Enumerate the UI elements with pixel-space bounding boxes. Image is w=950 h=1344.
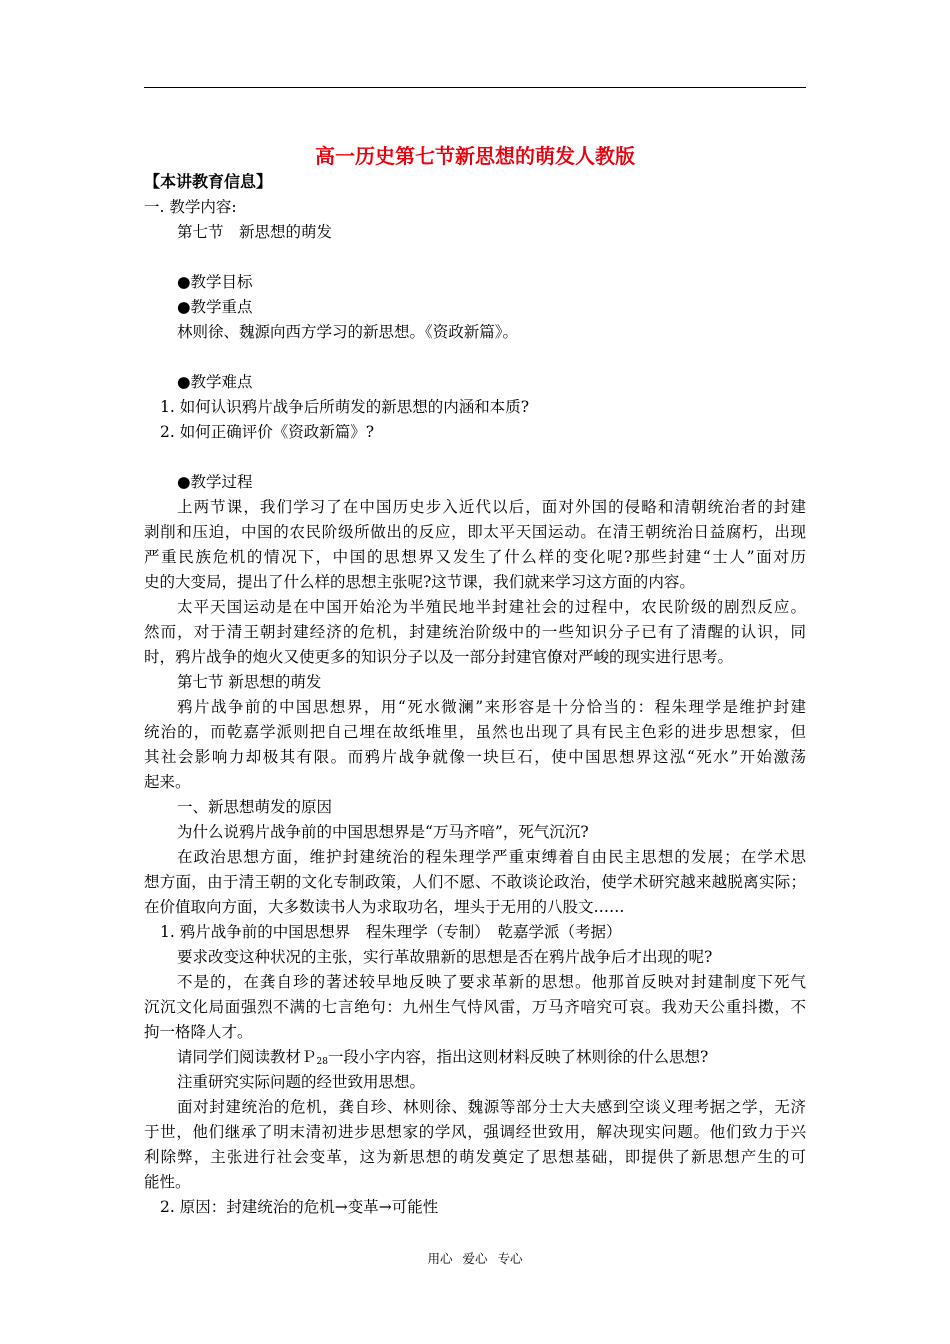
- paragraph-2-line: 太平天国运动是在中国开始沦为半殖民地半封建社会的过程中，农民阶级的剧烈反应。: [177, 598, 806, 616]
- chapter-title: 第七节 新思想的萌发: [177, 223, 333, 241]
- paragraph-5-line: 拘一格降人才。: [144, 1023, 253, 1041]
- section-heading: 【本讲教育信息】: [144, 172, 273, 191]
- paragraph-1-line: 严重民族危机的情况下，中国的思想界又发生了什么样的变化呢?那些封建“士人”面对历: [144, 548, 806, 566]
- paragraph-5-line: 沉沉文化局面强烈不满的七言绝句：九州生气恃风雷，万马齐喑究可哀。我劝天公重抖擞，不: [144, 998, 806, 1016]
- question-2: 要求改变这种状况的主张，实行革故鼎新的思想是否在鸦片战争后才出现的呢?: [177, 948, 713, 966]
- point-1: 1. 鸦片战争前的中国思想界 程朱理学（专制） 乾嘉学派（考据）: [160, 923, 622, 941]
- paragraph-4-line: 在价值取向方面，大多数读书人为求取功名，埋头于无用的八股文……: [144, 898, 625, 916]
- paragraph-2-line: 时，鸦片战争的炮火又使更多的知识分子以及一部分封建官僚对严峻的现实进行思考。: [144, 648, 734, 666]
- document-title: 高一历史第七节新思想的萌发人教版: [315, 144, 635, 168]
- reading-prefix: 请同学们阅读教材Ｐ: [177, 1048, 317, 1066]
- paragraph-5-line: 不是的，在龚自珍的著述较早地反映了要求革新的思想。他那首反映对封建制度下死气: [177, 973, 806, 991]
- paragraph-1-line: 史的大变局，提出了什么样的思想主张呢?这节课，我们就来学习这方面的内容。: [144, 573, 695, 591]
- paragraph-2-line: 然而，对于清王朝封建经济的危机，封建统治阶级中的一些知识分子已有了清醒的认识，同: [144, 623, 806, 641]
- goals-label: ●教学目标: [177, 273, 253, 291]
- paragraph-6-line: 能性。: [144, 1173, 191, 1191]
- subsection-heading-1: 一、新思想萌发的原因: [177, 798, 333, 816]
- question-1: 为什么说鸦片战争前的中国思想界是“万马齐喑”，死气沉沉?: [177, 823, 589, 841]
- paragraph-6-line: 于世，他们继承了明末清初进步思想家的学风，强调经世致用，解决现实问题。他们致力于兴: [144, 1123, 806, 1141]
- reading-suffix: 一段小字内容，指出这则材料反映了林则徐的什么思想?: [327, 1048, 709, 1066]
- difficulty-item-2: 2. 如何正确评价《资政新篇》?: [160, 423, 375, 441]
- paragraph-3-line: 鸦片战争前的中国思想界，用“死水微澜”来形容是十分恰当的：程朱理学是维护封建: [177, 698, 806, 716]
- difficulty-item-1: 1. 如何认识鸦片战争后所萌发的新思想的内涵和本质?: [160, 398, 530, 416]
- paragraph-3-line: 其社会影响力却极其有限。而鸦片战争就像一块巨石，使中国思想界这泓“死水”开始激荡: [144, 748, 806, 766]
- paragraph-3-line: 起来。: [144, 773, 191, 791]
- key-points-text: 林则徐、魏源向西方学习的新思想。《资政新篇》。: [177, 323, 519, 341]
- difficulties-label: ●教学难点: [177, 373, 253, 391]
- paragraph-3-line: 统治的，而乾嘉学派则把自己埋在故纸堆里，虽然也出现了具有民主色彩的进步思想家，但: [144, 723, 806, 741]
- answer-1: 注重研究实际问题的经世致用思想。: [177, 1073, 426, 1091]
- header-rule: [144, 87, 806, 88]
- content-label: 一. 教学内容:: [144, 198, 237, 216]
- paragraph-1-line: 上两节课，我们学习了在中国历史步入近代以后，面对外国的侵略和清朝统治者的封建: [177, 498, 806, 516]
- reading-page-number: 28: [316, 1057, 328, 1067]
- key-points-label: ●教学重点: [177, 298, 253, 316]
- paragraph-6-line: 利除弊，主张进行社会变革，这为新思想的萌发奠定了思想基础，即提供了新思想产生的可: [144, 1148, 806, 1166]
- paragraph-4-line: 在政治思想方面，维护封建统治的程朱理学严重束缚着自由民主思想的发展；在学术思: [177, 848, 806, 866]
- paragraph-4-line: 想方面，由于清王朝的文化专制政策，人们不愿、不敢谈论政治，使学术研究越来越脱离实际；: [144, 873, 806, 891]
- point-2: 2. 原因：封建统治的危机→变革→可能性: [160, 1198, 439, 1216]
- paragraph-1-line: 剥削和压迫，中国的农民阶级所做出的反应，即太平天国运动。在清王朝统治日益腐朽，出现: [144, 523, 806, 541]
- chapter-heading-again: 第七节 新思想的萌发: [177, 673, 322, 691]
- process-label: ●教学过程: [177, 473, 253, 491]
- page-footer: 用心 爱心 专心: [427, 1251, 523, 1266]
- paragraph-6-line: 面对封建统治的危机，龚自珍、林则徐、魏源等部分士大夫感到空谈义理考据之学，无济: [177, 1098, 806, 1116]
